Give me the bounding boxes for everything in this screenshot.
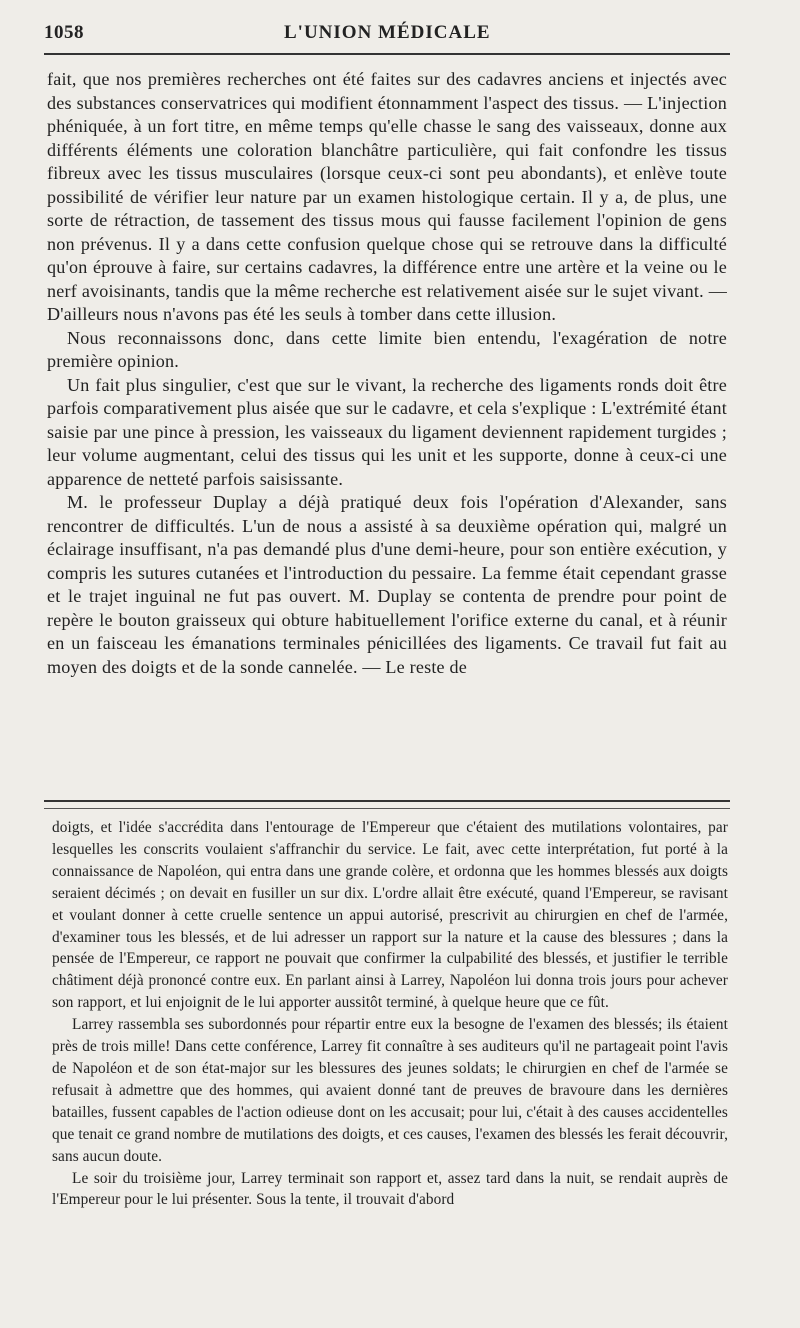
footnotes	[52, 817, 728, 1211]
footnote-separator-thin	[44, 808, 730, 809]
page-number: 1058	[44, 22, 84, 43]
footnote-paragraph-2: Larrey rassembla ses subordonnés pour répartir entre eux la besogne de l'examen des blessés; ils étaient près de trois mille! Dans cette conférence, Larrey fit connaître à ses auditeurs qu'il ne partageait point l'avis de Napoléon et de son état-major sur les blessures des jeunes soldats; le chirurgien en chef de l'armée se refusait à admettre que des hommes, qui avaient donné tant de preuves de bravoure dans les dernières batailles, fussent capables de l'action odieuse dont on les accusait; pour lui, c'était à des causes accidentelles que tenait ce grand nombre de mutilations des doigts, et ces causes, l'examen des blessés les ferait découvrir, sans aucun doute.	[52, 1016, 728, 1165]
main-paragraph-3: Un fait plus singulier, c'est que sur le vivant, la recherche des ligaments ronds doit être parfois comparativement plus aisée que sur le cadavre, et cela s'explique : L'extrémité étant saisie par une pince à pression, les vaisseaux du ligament deviennent rapidement turgides ; leur volume augmentant, celui des tissus qui les unit et les supporte, donne à ceux-ci une apparence de netteté parfois saisissante.	[47, 374, 727, 489]
footnote-separator	[44, 800, 730, 802]
main-paragraph-4: M. le professeur Duplay a déjà pratiqué deux fois l'opération d'Alexander, sans rencontrer de difficultés. L'un de nous a assisté à sa deuxième opération qui, malgré un éclairage insuffisant, n'a pas demandé plus d'une demi-heure, pour son entière exécution, y compris les sutures cutanées et l'introduction du pessaire. La femme était cependant grasse et le trajet inguinal ne fut pas ouvert. M. Duplay se contenta de prendre pour point de repère le bouton graisseux qui obture habituellement l'orifice externe du canal, et à réunir en un faisceau les émanations terminales pénicillées des ligaments. Ce travail fut fait au moyen des doigts et de la sonde cannelée. — Le reste de	[47, 492, 727, 677]
footnote-paragraph-3: Le soir du troisième jour, Larrey terminait son rapport et, assez tard dans la nuit, se rendait auprès de l'Empereur pour le lui présenter. Sous la tente, il trouvait d'abord	[52, 1169, 728, 1209]
main-text	[47, 68, 727, 679]
main-paragraph-1: fait, que nos premières recherches ont été faites sur des cadavres anciens et injectés avec des substances conservatrices qui modifient étonnamment l'aspect des tissus. — L'injection phéniquée, à un fort titre, en même temps qu'elle chasse le sang des vaisseaux, donne aux différents éléments une coloration blanchâtre particulière, qui fait confondre les tissus fibreux avec les tissus musculaires (lorsque ceux-ci sont peu abondants), et enlève toute possibilité de vérifier leur nature par un examen histologique certain. Il y a, de plus, une sorte de rétraction, de tassement des tissus mous qui fausse facilement l'opinion de gens non prévenus. Il y a dans cette confusion quelque chose qui se retrouve dans la difficulté qu'on éprouve à faire, sur certains cadavres, la différence entre une artère et la veine ou le nerf avoisinants, tandis que la même recherche est relativement aisée sur le sujet vivant. — D'ailleurs nous n'avons pas été les seuls à tomber dans cette illusion.	[47, 69, 727, 324]
main-paragraph-2: Nous reconnaissons donc, dans cette limite bien entendu, l'exagération de notre première opinion.	[47, 327, 727, 371]
journal-title: L'UNION MÉDICALE	[284, 22, 491, 43]
page-header	[44, 18, 730, 48]
header-rule	[44, 53, 730, 55]
footnote-paragraph-1: doigts, et l'idée s'accrédita dans l'entourage de l'Empereur que c'étaient des mutilations volontaires, par lesquelles les conscrits voulaient s'affranchir du service. Le fait, avec cette interprétation, fut porté à la connaissance de Napoléon, qui entra dans une grande colère, et ordonna que les hommes blessés aux doigts seraient décimés ; on devait en fusiller un sur dix. L'ordre allait être exécuté, quand l'Empereur, se ravisant et voulant donner à cette cruelle sentence un appui autorisé, prescrivit au chirurgien en chef de l'armée, d'examiner tous les blessés, et de lui adresser un rapport sur la nature et la cause des blessures ; dans la pensée de l'Empereur, ce rapport ne pouvait que confirmer la culpabilité des blessés, et justifier le terrible châtiment déjà prononcé contre eux. En parlant ainsi à Larrey, Napoléon lui donna trois jours pour achever son rapport, et lui enjoignit de le lui apporter aussitôt terminé, à quelque heure que ce fût.	[52, 819, 728, 1012]
